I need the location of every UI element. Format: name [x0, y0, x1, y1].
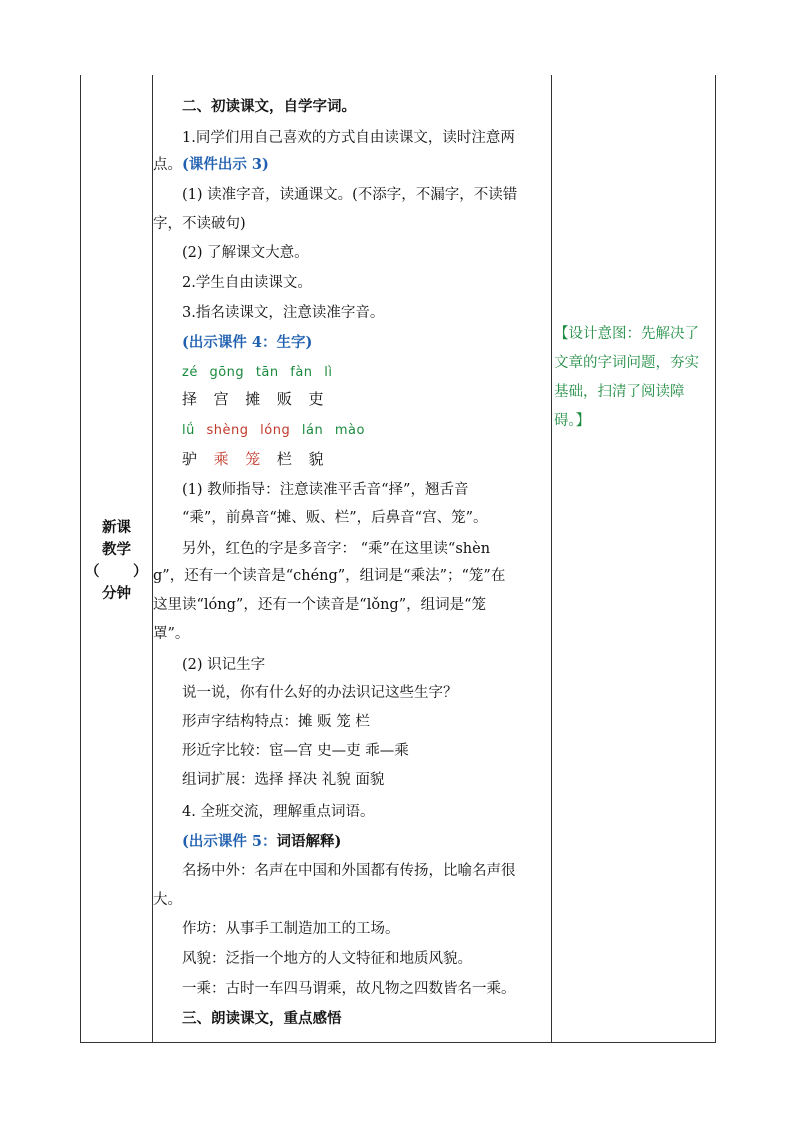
design-intent-note: 【设计意图：先解决了文章的字词问题，夯实基础，扫清了阅读障碍。】 [554, 326, 699, 429]
design-note-column [552, 75, 715, 1042]
paragraph: 一乘：古时一车四马谓乘，故凡物之四数皆名一乘。 [182, 981, 516, 997]
courseware-note: (出示课件 4：生字) [182, 334, 313, 351]
paren-open: （ [85, 563, 100, 580]
paragraph: 形近字比较：宦—宫 史—吏 乖—乘 [182, 743, 409, 759]
character: 贩 [276, 390, 292, 408]
character: 择 [182, 390, 198, 408]
pinyin: lán [301, 423, 324, 438]
paragraph: (出示课件 5：词语解释) [182, 833, 342, 850]
pinyin: tān [255, 365, 279, 380]
pinyin: lóng [260, 423, 291, 438]
paragraph: (2) 了解课文大意。 [182, 245, 309, 261]
paragraph: 风貌：泛指一个地方的人文特征和地质风貌。 [182, 951, 472, 967]
character-row-2 [153, 449, 580, 470]
lesson-table [80, 75, 716, 1043]
pinyin: mào [334, 423, 365, 438]
courseware-note: (课件出示 3) [182, 156, 269, 173]
section-label-line4: 分钟 [102, 585, 131, 602]
section-label-column [81, 75, 152, 1042]
paren-close: ） [133, 563, 148, 580]
pinyin: lǘ [182, 423, 195, 438]
paragraph: 形声字结构特点：摊 贩 笼 栏 [182, 714, 370, 730]
courseware-note: (出示课件 5： [182, 833, 277, 850]
pinyin-row-1 [153, 363, 580, 383]
section-heading-3: 三、朗读课文，重点感悟 [182, 1010, 342, 1027]
paragraph: 1.同学们用自己喜欢的方式自由读课文，读时注意两 [182, 130, 515, 146]
content-column [153, 75, 551, 1042]
pinyin: shèng [206, 423, 249, 438]
pinyin: zé [182, 365, 198, 380]
paragraph: 3.指名读课文，注意读准字音。 [182, 305, 385, 321]
paragraph: 2.学生自由读课文。 [182, 275, 312, 291]
pinyin: gōng [209, 365, 245, 380]
character-row-1 [153, 389, 580, 410]
pinyin: lì [324, 365, 333, 380]
paragraph: 这里读“lóng”，还有一个读音是“lǒng”，组词是“笼 [153, 597, 487, 613]
section-label-line1: 新课 [102, 519, 131, 536]
pinyin: fàn [290, 365, 313, 380]
paragraph: 点。(课件出示 3) [153, 156, 269, 173]
paragraph: 字，不读破句) [153, 216, 246, 232]
section-heading-2: 二、初读课文，自学字词。 [182, 98, 356, 115]
paragraph: (1) 读准字音，读通课文。(不添字，不漏字，不读错 [182, 187, 518, 203]
character: 乘 [213, 450, 229, 468]
pinyin-row-2 [153, 421, 580, 441]
character: 宫 [213, 390, 229, 408]
paragraph: 名扬中外：名声在中国和外国都有传扬，比喻名声很 [182, 863, 516, 879]
character: 貌 [308, 450, 324, 468]
character: 摊 [245, 390, 261, 408]
section-label-line2: 教学 [102, 541, 131, 558]
paragraph: g”，还有一个读音是“chéng”，组词是“乘法”；“笼”在 [153, 568, 506, 584]
character: 吏 [308, 390, 324, 408]
character: 驴 [182, 450, 198, 468]
paragraph: 组词扩展：选择 择决 礼貌 面貌 [182, 772, 385, 788]
paragraph: 大。 [153, 892, 182, 908]
paragraph: 说一说，你有什么好的办法识记这些生字？ [182, 685, 458, 701]
paragraph: (2) 识记生字 [182, 657, 266, 673]
paragraph: 另外，红色的字是多音字： “乘”在这里读“shèn [182, 541, 491, 557]
paragraph: (1) 教师指导：注意读准平舌音“择”，翘舌音 [182, 482, 469, 498]
paragraph: “乘”，前鼻音“摊、贩、栏”，后鼻音“宫、笼”。 [182, 510, 488, 526]
paragraph: 4. 全班交流，理解重点词语。 [182, 804, 375, 820]
paragraph: 罩”。 [153, 626, 190, 642]
character: 栏 [276, 450, 292, 468]
character: 笼 [245, 450, 261, 468]
paragraph: 作坊：从事手工制造加工的工场。 [182, 921, 400, 937]
